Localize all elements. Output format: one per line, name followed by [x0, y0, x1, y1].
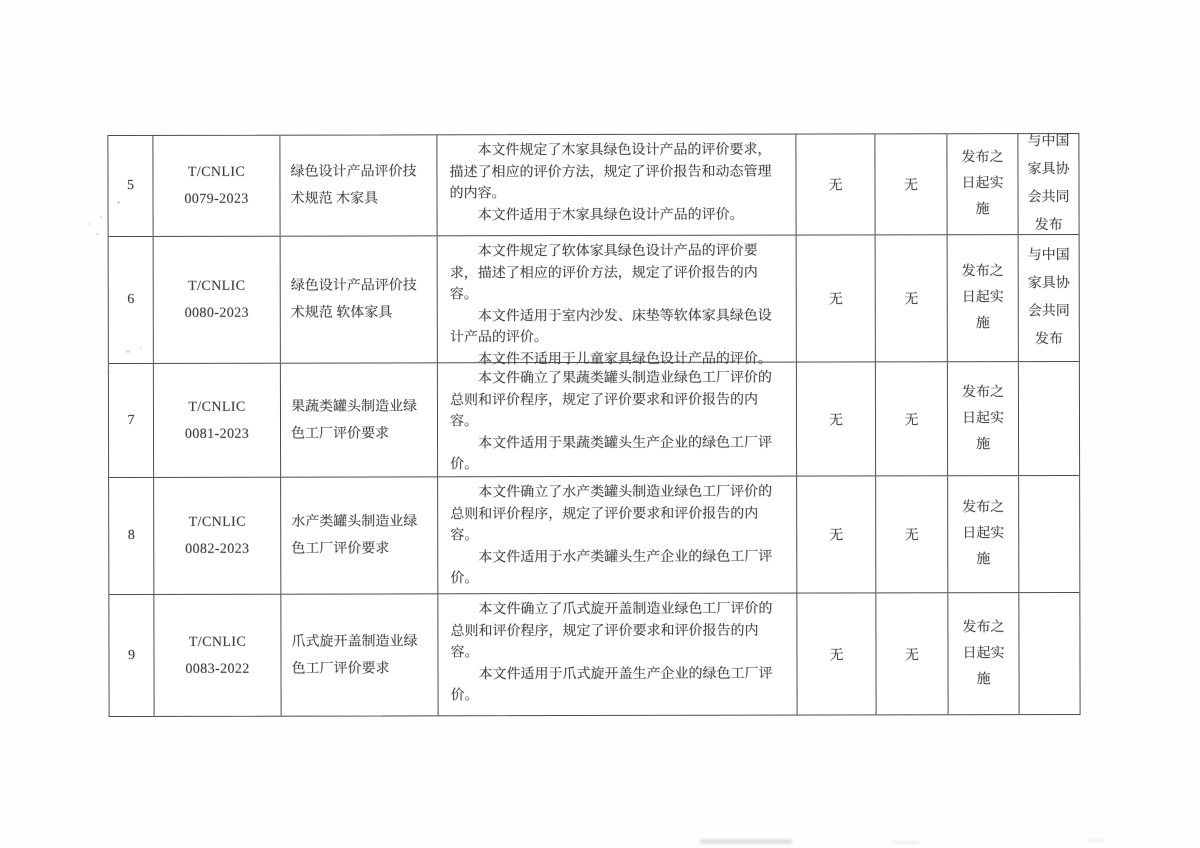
standard-code [154, 595, 281, 716]
standard-description [438, 236, 797, 367]
description-paragraph: 本文件规定了软体家具绿色设计产品的评价要求，描述了相应的评价方法，规定了评价报告的内容。 [449, 243, 758, 303]
standard-code [154, 478, 281, 594]
row-number: 8 [109, 478, 154, 594]
description-paragraph: 本文件适用于室内沙发、床垫等软体家具绿色设计产品的评价。 [449, 308, 772, 346]
row-number: 6 [109, 237, 154, 363]
scan-artifact [117, 201, 120, 204]
scan-artifact [107, 371, 110, 373]
standard-description [438, 594, 797, 716]
table-row [109, 476, 1079, 595]
standard-name: 果蔬类罐头制造业绿色工厂评价要求 [281, 363, 438, 476]
scan-artifact [100, 216, 102, 218]
standard-code-line1: T/CNLIC [188, 514, 246, 530]
implementation-date: 发布之日起实施 [948, 593, 1019, 714]
standard-name: 绿色设计产品评价技术规范 软体家具 [281, 236, 438, 362]
standard-description [437, 135, 796, 236]
row-number: 9 [109, 595, 154, 716]
description-paragraph: 本文件适用于水产类罐头生产企业的绿色工厂评价。 [450, 549, 773, 587]
table-row [108, 134, 1078, 237]
col5-value: 无 [797, 476, 876, 592]
notes [1019, 593, 1079, 714]
description-paragraph: 本文件适用于木家具绿色设计产品的评价。 [477, 207, 744, 223]
standard-name: 爪式旋开盖制造业绿色工厂评价要求 [281, 594, 438, 715]
standard-code-line1: T/CNLIC [187, 164, 246, 180]
col5-value: 无 [797, 362, 876, 475]
notes: 与中国家具协会共同发布 [1027, 134, 1070, 234]
scan-artifact [96, 233, 99, 235]
implementation-date: 发布之日起实施 [948, 235, 1019, 361]
row-number: 7 [109, 364, 154, 477]
col6-value: 无 [876, 476, 948, 592]
implementation-date: 发布之日起实施 [948, 476, 1019, 592]
standard-code-line2: 0079-2023 [184, 191, 249, 207]
standard-code-line1: T/CNLIC [188, 278, 246, 294]
standard-code-line1: T/CNLIC [188, 634, 247, 650]
table-row [109, 593, 1079, 716]
standard-code-line2: 0080-2023 [184, 305, 249, 321]
notes [1019, 476, 1079, 592]
scan-artifact [140, 347, 142, 349]
standard-name: 水产类罐头制造业绿色工厂评价要求 [281, 477, 438, 593]
standard-name: 绿色设计产品评价技术规范 木家具 [280, 135, 437, 235]
scan-artifact [88, 223, 90, 225]
standard-code-line2: 0083-2022 [185, 661, 250, 677]
scan-artifact [700, 839, 792, 844]
description-paragraph: 本文件确立了果蔬类罐头制造业绿色工厂评价的总则和评价程序，规定了评价要求和评价报告的内容。 [449, 370, 772, 430]
description-paragraph: 本文件规定了木家具绿色设计产品的评价要求，描述了相应的评价方法，规定了评价报告和动态管理的内容。 [449, 142, 772, 202]
standard-description [438, 363, 797, 477]
standard-code [154, 237, 281, 363]
standard-code [153, 136, 280, 236]
standard-code-line1: T/CNLIC [188, 399, 246, 415]
col5-value: 无 [797, 235, 876, 361]
standard-code [154, 364, 281, 477]
implementation-date: 发布之日起实施 [948, 362, 1019, 475]
standard-description [438, 477, 797, 594]
standard-code-line2: 0081-2023 [184, 426, 250, 442]
col5-value: 无 [797, 593, 876, 714]
table-row [109, 235, 1079, 367]
description-paragraph: 本文件适用于果蔬类罐头生产企业的绿色工厂评价。 [450, 435, 773, 473]
col6-value: 无 [876, 362, 948, 475]
description-paragraph: 本文件不适用于儿童家具绿色设计产品的评价。 [477, 351, 772, 367]
notes: 与中国家具协会共同发布 [1027, 248, 1070, 348]
col6-value: 无 [876, 593, 948, 714]
row-number: 5 [108, 136, 153, 236]
table-row [109, 362, 1079, 478]
col6-value: 无 [875, 134, 947, 234]
description-paragraph: 本文件确立了爪式旋开盖制造业绿色工厂评价的总则和评价程序，规定了评价要求和评价报告的内容。 [450, 601, 773, 661]
col6-value: 无 [876, 235, 948, 361]
col5-value: 无 [796, 134, 875, 234]
scan-artifact [1088, 839, 1104, 842]
standards-table [107, 133, 1080, 717]
description-paragraph: 本文件确立了水产类罐头制造业绿色工厂评价的总则和评价程序，规定了评价要求和评价报告的内容。 [450, 484, 773, 544]
implementation-date: 发布之日起实施 [947, 134, 1018, 234]
standard-code-line2: 0082-2023 [185, 541, 250, 557]
description-paragraph: 本文件适用于爪式旋开盖生产企业的绿色工厂评价。 [450, 666, 773, 704]
notes [1019, 362, 1079, 475]
scan-artifact [893, 841, 919, 844]
scan-artifact [126, 350, 130, 353]
